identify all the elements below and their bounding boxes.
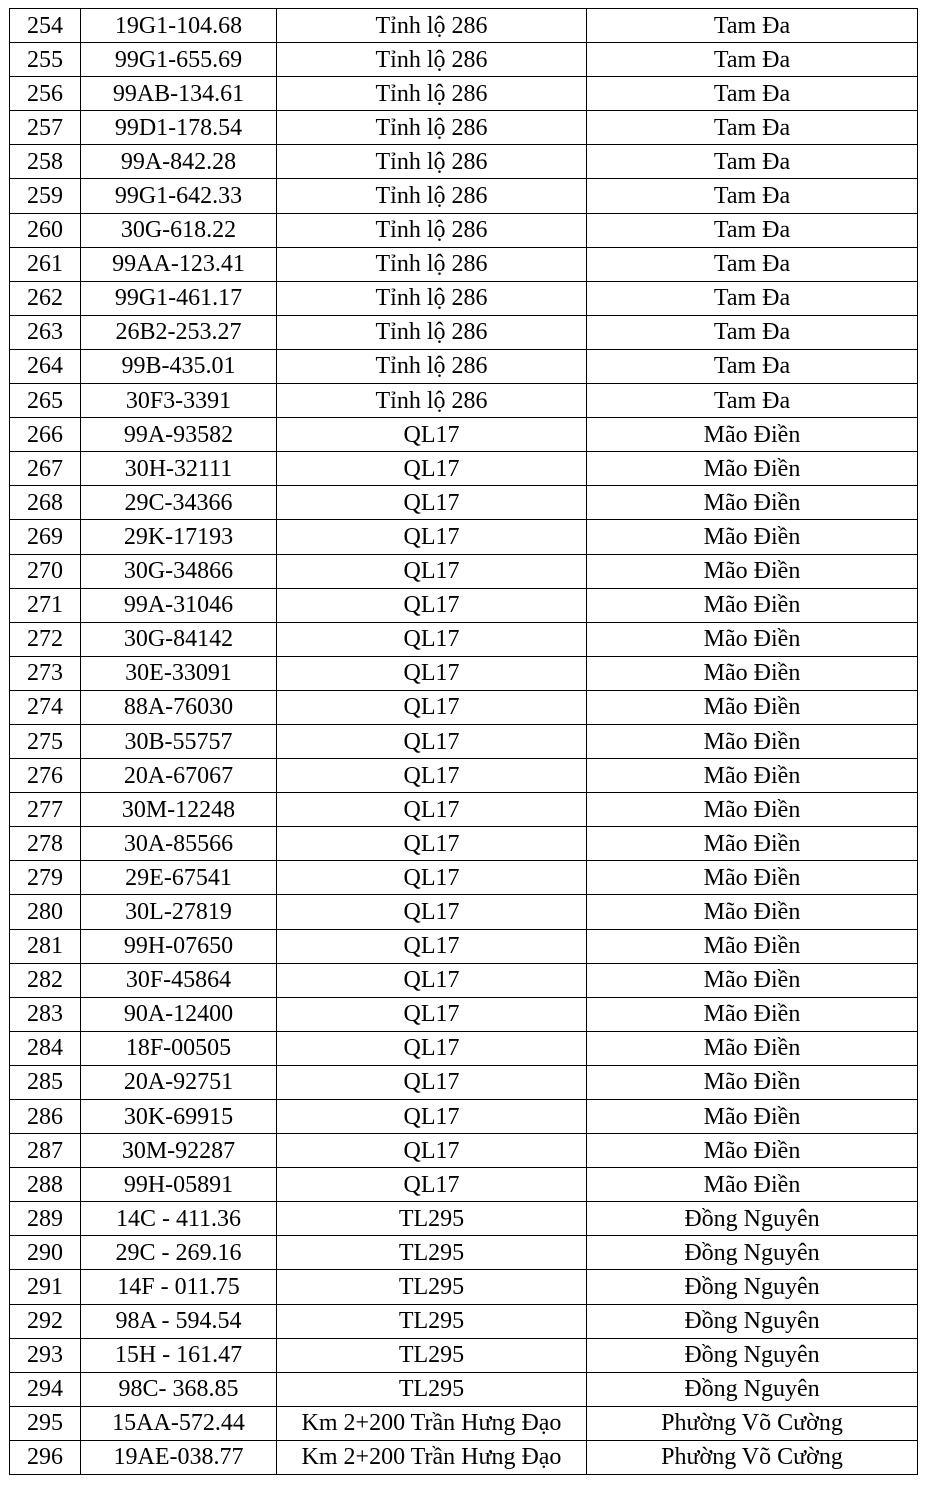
table-row (10, 520, 918, 554)
road-location-cell: QL17 (277, 690, 587, 724)
license-plate-cell: 99A-842.28 (81, 145, 277, 179)
license-plate-cell: 30M-92287 (81, 1134, 277, 1168)
area-cell: Mão Điền (587, 554, 918, 588)
road-location-cell: QL17 (277, 759, 587, 793)
table-row (10, 1168, 918, 1202)
row-number-cell: 279 (10, 861, 81, 895)
license-plate-cell: 99G1-642.33 (81, 179, 277, 213)
road-location-cell: QL17 (277, 1134, 587, 1168)
road-location-cell: Km 2+200 Trần Hưng Đạo (277, 1440, 587, 1474)
row-number-cell: 276 (10, 759, 81, 793)
license-plate-cell: 90A-12400 (81, 997, 277, 1031)
table-row (10, 1338, 918, 1372)
table-row (10, 9, 918, 43)
road-location-cell: QL17 (277, 1031, 587, 1065)
table-row (10, 997, 918, 1031)
row-number-cell: 291 (10, 1270, 81, 1304)
road-location-cell: Tỉnh lộ 286 (277, 43, 587, 77)
table-row (10, 1065, 918, 1099)
row-number-cell: 285 (10, 1065, 81, 1099)
row-number-cell: 266 (10, 418, 81, 452)
road-location-cell: TL295 (277, 1270, 587, 1304)
table-row (10, 827, 918, 861)
area-cell: Tam Đa (587, 281, 918, 315)
table-row (10, 793, 918, 827)
table-row (10, 895, 918, 929)
table-row (10, 1031, 918, 1065)
road-location-cell: QL17 (277, 929, 587, 963)
road-location-cell: QL17 (277, 895, 587, 929)
table-row (10, 759, 918, 793)
road-location-cell: Tỉnh lộ 286 (277, 9, 587, 43)
table-row (10, 1134, 918, 1168)
road-location-cell: Tỉnh lộ 286 (277, 111, 587, 145)
row-number-cell: 288 (10, 1168, 81, 1202)
area-cell: Đồng Nguyên (587, 1270, 918, 1304)
table-row (10, 315, 918, 349)
license-plate-cell: 99B-435.01 (81, 349, 277, 383)
table-row (10, 213, 918, 247)
table-row (10, 247, 918, 281)
row-number-cell: 262 (10, 281, 81, 315)
license-plate-cell: 15H - 161.47 (81, 1338, 277, 1372)
road-location-cell: Tỉnh lộ 286 (277, 213, 587, 247)
table-row (10, 656, 918, 690)
area-cell: Mão Điền (587, 895, 918, 929)
road-location-cell: QL17 (277, 963, 587, 997)
license-plate-cell: 30G-34866 (81, 554, 277, 588)
table-row (10, 963, 918, 997)
row-number-cell: 257 (10, 111, 81, 145)
table-row (10, 1202, 918, 1236)
road-location-cell: Tỉnh lộ 286 (277, 77, 587, 111)
road-location-cell: Tỉnh lộ 286 (277, 384, 587, 418)
road-location-cell: Km 2+200 Trần Hưng Đạo (277, 1406, 587, 1440)
license-plate-cell: 30F3-3391 (81, 384, 277, 418)
area-cell: Mão Điền (587, 1100, 918, 1134)
table-row (10, 418, 918, 452)
table-row (10, 1406, 918, 1440)
area-cell: Mão Điền (587, 1134, 918, 1168)
area-cell: Đồng Nguyên (587, 1236, 918, 1270)
license-plate-cell: 20A-92751 (81, 1065, 277, 1099)
table-row (10, 486, 918, 520)
area-cell: Đồng Nguyên (587, 1304, 918, 1338)
row-number-cell: 293 (10, 1338, 81, 1372)
road-location-cell: Tỉnh lộ 286 (277, 247, 587, 281)
license-plate-cell: 30G-618.22 (81, 213, 277, 247)
area-cell: Mão Điền (587, 1031, 918, 1065)
license-plate-cell: 99AA-123.41 (81, 247, 277, 281)
license-plate-cell: 99G1-655.69 (81, 43, 277, 77)
road-location-cell: QL17 (277, 554, 587, 588)
area-cell: Tam Đa (587, 111, 918, 145)
row-number-cell: 259 (10, 179, 81, 213)
table-row (10, 554, 918, 588)
road-location-cell: Tỉnh lộ 286 (277, 281, 587, 315)
license-plate-cell: 30A-85566 (81, 827, 277, 861)
area-cell: Tam Đa (587, 43, 918, 77)
row-number-cell: 273 (10, 656, 81, 690)
area-cell: Tam Đa (587, 349, 918, 383)
road-location-cell: QL17 (277, 861, 587, 895)
row-number-cell: 256 (10, 77, 81, 111)
area-cell: Mão Điền (587, 690, 918, 724)
row-number-cell: 269 (10, 520, 81, 554)
license-plate-cell: 30K-69915 (81, 1100, 277, 1134)
table-row (10, 349, 918, 383)
row-number-cell: 277 (10, 793, 81, 827)
license-plate-cell: 15AA-572.44 (81, 1406, 277, 1440)
license-plate-cell: 30F-45864 (81, 963, 277, 997)
license-plate-cell: 99AB-134.61 (81, 77, 277, 111)
road-location-cell: QL17 (277, 622, 587, 656)
row-number-cell: 272 (10, 622, 81, 656)
table-row (10, 690, 918, 724)
road-location-cell: QL17 (277, 520, 587, 554)
area-cell: Đồng Nguyên (587, 1202, 918, 1236)
road-location-cell: QL17 (277, 588, 587, 622)
table-row (10, 43, 918, 77)
row-number-cell: 258 (10, 145, 81, 179)
license-plate-cell: 99H-07650 (81, 929, 277, 963)
road-location-cell: QL17 (277, 452, 587, 486)
area-cell: Mão Điền (587, 1168, 918, 1202)
road-location-cell: QL17 (277, 997, 587, 1031)
license-plate-cell: 29C - 269.16 (81, 1236, 277, 1270)
table-row (10, 1100, 918, 1134)
row-number-cell: 289 (10, 1202, 81, 1236)
row-number-cell: 294 (10, 1372, 81, 1406)
road-location-cell: TL295 (277, 1338, 587, 1372)
row-number-cell: 264 (10, 349, 81, 383)
row-number-cell: 270 (10, 554, 81, 588)
row-number-cell: 286 (10, 1100, 81, 1134)
row-number-cell: 290 (10, 1236, 81, 1270)
road-location-cell: Tỉnh lộ 286 (277, 179, 587, 213)
area-cell: Mão Điền (587, 622, 918, 656)
license-plate-cell: 20A-67067 (81, 759, 277, 793)
table-row (10, 111, 918, 145)
road-location-cell: QL17 (277, 827, 587, 861)
area-cell: Mão Điền (587, 861, 918, 895)
road-location-cell: TL295 (277, 1202, 587, 1236)
row-number-cell: 283 (10, 997, 81, 1031)
table-row (10, 1236, 918, 1270)
area-cell: Mão Điền (587, 963, 918, 997)
area-cell: Phường Võ Cường (587, 1440, 918, 1474)
area-cell: Đồng Nguyên (587, 1338, 918, 1372)
license-plate-cell: 30L-27819 (81, 895, 277, 929)
road-location-cell: QL17 (277, 418, 587, 452)
license-plate-cell: 30B-55757 (81, 724, 277, 758)
road-location-cell: QL17 (277, 656, 587, 690)
area-cell: Mão Điền (587, 929, 918, 963)
road-location-cell: TL295 (277, 1236, 587, 1270)
area-cell: Tam Đa (587, 77, 918, 111)
license-plate-cell: 29K-17193 (81, 520, 277, 554)
license-plate-cell: 98A - 594.54 (81, 1304, 277, 1338)
area-cell: Tam Đa (587, 145, 918, 179)
license-plate-cell: 18F-00505 (81, 1031, 277, 1065)
table-row (10, 1440, 918, 1474)
table-row (10, 384, 918, 418)
area-cell: Tam Đa (587, 384, 918, 418)
area-cell: Mão Điền (587, 656, 918, 690)
table-row (10, 622, 918, 656)
row-number-cell: 255 (10, 43, 81, 77)
road-location-cell: Tỉnh lộ 286 (277, 145, 587, 179)
table-row (10, 145, 918, 179)
row-number-cell: 263 (10, 315, 81, 349)
area-cell: Mão Điền (587, 997, 918, 1031)
area-cell: Tam Đa (587, 213, 918, 247)
violations-table (9, 8, 918, 1475)
row-number-cell: 275 (10, 724, 81, 758)
table-row (10, 861, 918, 895)
license-plate-cell: 29E-67541 (81, 861, 277, 895)
row-number-cell: 254 (10, 9, 81, 43)
row-number-cell: 295 (10, 1406, 81, 1440)
road-location-cell: QL17 (277, 1168, 587, 1202)
road-location-cell: QL17 (277, 1100, 587, 1134)
license-plate-cell: 99A-93582 (81, 418, 277, 452)
table-row (10, 452, 918, 486)
table-row (10, 724, 918, 758)
road-location-cell: TL295 (277, 1372, 587, 1406)
area-cell: Mão Điền (587, 827, 918, 861)
area-cell: Mão Điền (587, 759, 918, 793)
area-cell: Mão Điền (587, 486, 918, 520)
table-row (10, 77, 918, 111)
table-row (10, 588, 918, 622)
license-plate-cell: 14C - 411.36 (81, 1202, 277, 1236)
row-number-cell: 260 (10, 213, 81, 247)
table-row (10, 1372, 918, 1406)
license-plate-cell: 98C- 368.85 (81, 1372, 277, 1406)
area-cell: Mão Điền (587, 793, 918, 827)
area-cell: Mão Điền (587, 452, 918, 486)
license-plate-cell: 19G1-104.68 (81, 9, 277, 43)
license-plate-cell: 26B2-253.27 (81, 315, 277, 349)
row-number-cell: 265 (10, 384, 81, 418)
row-number-cell: 281 (10, 929, 81, 963)
area-cell: Phường Võ Cường (587, 1406, 918, 1440)
road-location-cell: Tỉnh lộ 286 (277, 315, 587, 349)
row-number-cell: 261 (10, 247, 81, 281)
table-row (10, 281, 918, 315)
row-number-cell: 282 (10, 963, 81, 997)
license-plate-cell: 99A-31046 (81, 588, 277, 622)
license-plate-cell: 99H-05891 (81, 1168, 277, 1202)
area-cell: Tam Đa (587, 315, 918, 349)
road-location-cell: QL17 (277, 724, 587, 758)
license-plate-cell: 30E-33091 (81, 656, 277, 690)
license-plate-cell: 99G1-461.17 (81, 281, 277, 315)
license-plate-cell: 88A-76030 (81, 690, 277, 724)
area-cell: Tam Đa (587, 247, 918, 281)
row-number-cell: 274 (10, 690, 81, 724)
row-number-cell: 278 (10, 827, 81, 861)
area-cell: Mão Điền (587, 520, 918, 554)
area-cell: Tam Đa (587, 9, 918, 43)
table-row (10, 929, 918, 963)
area-cell: Mão Điền (587, 724, 918, 758)
area-cell: Mão Điền (587, 418, 918, 452)
table-body (10, 9, 918, 1475)
license-plate-cell: 30G-84142 (81, 622, 277, 656)
table-row (10, 1270, 918, 1304)
license-plate-cell: 30H-32111 (81, 452, 277, 486)
license-plate-cell: 19AE-038.77 (81, 1440, 277, 1474)
area-cell: Đồng Nguyên (587, 1372, 918, 1406)
table-row (10, 1304, 918, 1338)
road-location-cell: QL17 (277, 793, 587, 827)
row-number-cell: 268 (10, 486, 81, 520)
row-number-cell: 296 (10, 1440, 81, 1474)
area-cell: Mão Điền (587, 1065, 918, 1099)
area-cell: Mão Điền (587, 588, 918, 622)
area-cell: Tam Đa (587, 179, 918, 213)
license-plate-cell: 99D1-178.54 (81, 111, 277, 145)
road-location-cell: TL295 (277, 1304, 587, 1338)
row-number-cell: 271 (10, 588, 81, 622)
row-number-cell: 267 (10, 452, 81, 486)
license-plate-cell: 30M-12248 (81, 793, 277, 827)
table-row (10, 179, 918, 213)
row-number-cell: 284 (10, 1031, 81, 1065)
license-plate-cell: 29C-34366 (81, 486, 277, 520)
road-location-cell: QL17 (277, 486, 587, 520)
road-location-cell: QL17 (277, 1065, 587, 1099)
row-number-cell: 287 (10, 1134, 81, 1168)
license-plate-cell: 14F - 011.75 (81, 1270, 277, 1304)
road-location-cell: Tỉnh lộ 286 (277, 349, 587, 383)
row-number-cell: 292 (10, 1304, 81, 1338)
row-number-cell: 280 (10, 895, 81, 929)
